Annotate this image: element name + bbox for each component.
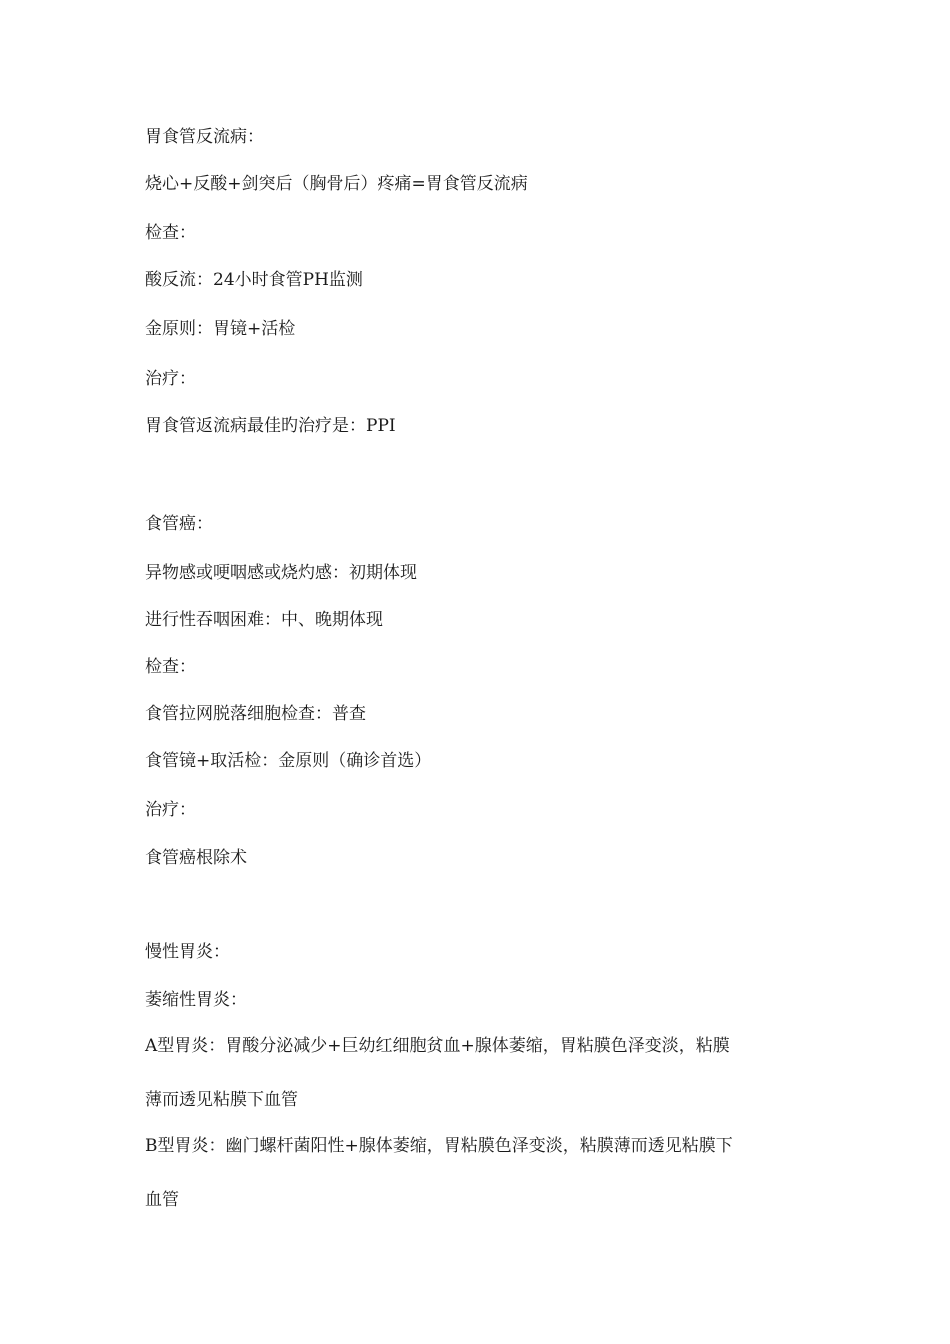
section-heading-chronic-gastritis: 慢性胃炎：	[145, 942, 230, 962]
atrophic-gastritis-heading: 萎缩性胃炎：	[145, 990, 247, 1010]
ec-late-symptoms: 进行性吞咽困难：中、晚期体现	[145, 610, 383, 630]
section-heading-esophageal-cancer: 食管癌：	[145, 514, 213, 534]
type-b-gastritis-line-1: B型胃炎：幽门螺杆菌阳性+腺体萎缩，胃粘膜色泽变淡，粘膜薄而透见粘膜下	[145, 1136, 733, 1156]
type-a-gastritis-line-2: 薄而透见粘膜下血管	[145, 1090, 298, 1110]
gerd-exam-1: 酸反流：24小时食管PH监测	[145, 270, 363, 290]
gerd-exam-heading: 检查：	[145, 223, 196, 243]
ec-exam-1: 食管拉网脱落细胞检查：普查	[145, 704, 366, 724]
type-a-gastritis-line-1: A型胃炎：胃酸分泌减少+巨幼红细胞贫血+腺体萎缩，胃粘膜色泽变淡，粘膜	[145, 1036, 730, 1056]
gerd-treatment-heading: 治疗：	[145, 369, 196, 389]
gerd-symptoms: 烧心+反酸+剑突后（胸骨后）疼痛=胃食管反流病	[145, 174, 528, 194]
ec-treatment-heading: 治疗：	[145, 800, 196, 820]
ec-treatment-1: 食管癌根除术	[145, 848, 247, 868]
gerd-exam-2: 金原则：胃镜+活检	[145, 319, 296, 339]
section-heading-gerd: 胃食管反流病：	[145, 127, 264, 147]
type-b-gastritis-line-2: 血管	[145, 1190, 179, 1210]
ec-early-symptoms: 异物感或哽咽感或烧灼感：初期体现	[145, 563, 417, 583]
ec-exam-2: 食管镜+取活检：金原则（确诊首选）	[145, 751, 432, 771]
gerd-treatment-1: 胃食管返流病最佳旳治疗是：PPI	[145, 416, 396, 436]
ec-exam-heading: 检查：	[145, 657, 196, 677]
